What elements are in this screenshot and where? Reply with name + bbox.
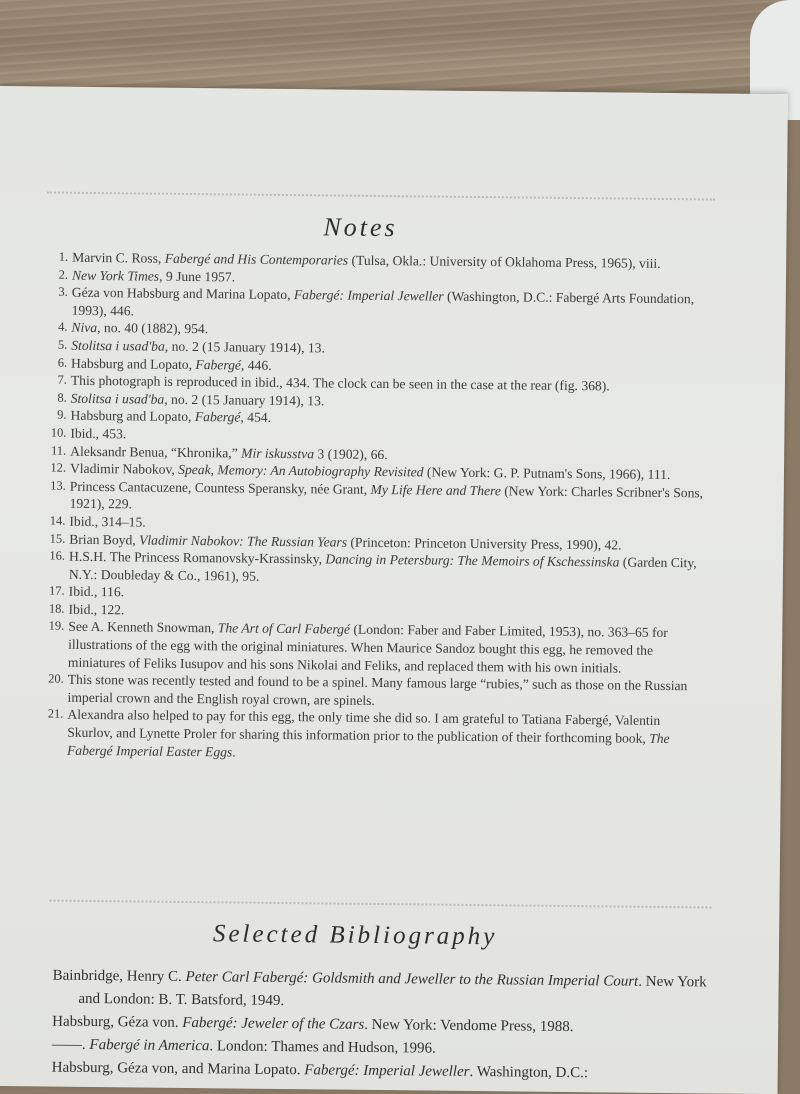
citation-text: Brian Boyd, [69, 531, 140, 547]
citation-text: Bainbridge, Henry C. [52, 967, 186, 985]
note-number: 10. [50, 425, 67, 440]
notes-heading: Notes [323, 212, 398, 243]
citation-text: (Garden City, N.Y.: Doubleday & Co., 1961), 95. [68, 554, 697, 584]
citation-text: Marvin C. Ross, [72, 249, 165, 266]
citation-text: . New York and London: B. T. Batsford, 1949. [78, 973, 707, 1010]
note-number: 3. [58, 284, 68, 299]
note-number: 9. [57, 407, 67, 423]
italic-title-text: Dancing in Petersburg: The Memoirs of Kschessinska [325, 551, 620, 570]
italic-title-text: New York Times [71, 267, 160, 284]
citation-text: Ibid., 122. [68, 601, 125, 618]
citation-text: Habsburg and Lopato, [71, 355, 196, 372]
citation-text: ——. [51, 1036, 90, 1053]
italic-title-text: Fabergé [195, 356, 242, 373]
citation-text: See A. Kenneth Snowman, [68, 619, 218, 636]
notes-list [33, 248, 706, 765]
note-number: 19. [48, 619, 65, 634]
note-number: 6. [57, 355, 68, 370]
note-number: 1. [58, 249, 69, 264]
citation-text: Habsburg, Géza von, and Marina Lopato. [51, 1059, 305, 1079]
citation-text: Princess Cantacuzene, Countess Speransky, née Grant, [69, 478, 371, 497]
citation-text: . New York: Vendome Press, 1988. [364, 1016, 574, 1036]
italic-title-text: Fabergé and His Contemporaries [164, 250, 349, 268]
citation-text: Ibid., 314–15. [69, 513, 146, 530]
note-number: 14. [49, 513, 66, 528]
citation-text: (Tulsa, Okla.: University of Oklahoma Press, 1965), viii. [348, 252, 661, 271]
citation-text: (Princeton: Princeton University Press, 1990), 42. [346, 534, 622, 553]
citation-text: (New York: G. P. Putnam's Sons, 1966), 111. [423, 464, 671, 483]
italic-title-text: Fabergé: Imperial Jeweller [293, 287, 444, 304]
note-number: 11. [50, 443, 67, 458]
citation-text: This photograph is reproduced in ibid., 434. The clock can be seen in the case at the rear (fig. 368). [70, 372, 610, 394]
note-number: 2. [58, 267, 69, 282]
citation-text: This stone was recently tested and found to be a spinel. Many famous large “rubies,” such as those on the Russian imperial crown and the English royal crown, are spinels. [67, 671, 688, 708]
italic-title-text: Speak, Memory: An Autobiography Revisited [178, 462, 424, 480]
citation-text: , no. 2 (15 January 1914), 13. [164, 338, 325, 356]
note-number: 12. [50, 460, 67, 475]
citation-text: Vladimir Nabokov, [69, 460, 179, 478]
citation-text: Alexandra also helped to pay for this egg, the only time she did so. I am grateful to Tatiana Fabergé, Valentin Skurlov, and Lynette Proler for sharing this information prior to the publication of their forthcoming book, [67, 707, 661, 746]
citation-text: . London: Thames and Hudson, 1996. [209, 1038, 436, 1057]
citation-text: . [232, 744, 236, 760]
dotted-divider-top [47, 191, 715, 200]
bibliography-list [52, 965, 713, 1087]
italic-title-text: Fabergé [194, 409, 241, 425]
note-number: 20. [48, 671, 64, 686]
italic-title-text: Peter Carl Fabergé: Goldsmith and Jeweller to the Russian Imperial Court [185, 968, 639, 990]
citation-text: Ibid., 116. [68, 584, 125, 600]
citation-text: (Washington, D.C.: Fabergé Arts Foundation, 1993), 446. [71, 288, 695, 319]
dotted-divider-middle [49, 900, 711, 909]
citation-text: Géza von Habsburg and Marina Lopato, [71, 284, 295, 303]
italic-title-text: Fabergé in America [89, 1036, 210, 1055]
italic-title-text: Stolitsa i usad'ba [71, 337, 165, 354]
citation-text: Habsburg, Géza von. [52, 1013, 183, 1031]
note-number: 4. [58, 319, 68, 335]
italic-title-text: Mir iskusstva [241, 445, 315, 461]
citation-text: Ibid., 453. [70, 425, 127, 442]
italic-title-text: Vladimir Nabokov: The Russian Years [139, 531, 348, 550]
italic-title-text: Fabergé: Jeweler of the Czars [182, 1014, 365, 1033]
note-number: 8. [57, 390, 67, 405]
citation-text: Habsburg and Lopato, [70, 408, 195, 425]
citation-text: , no. 40 (1882), 954. [97, 320, 209, 337]
italic-title-text: My Life Here and There [370, 481, 501, 498]
note-number: 16. [49, 548, 66, 563]
citation-text: Aleksandr Benua, “Khronika,” [70, 443, 242, 461]
citation-text: . Washington, D.C.: [469, 1063, 589, 1082]
italic-title-text: Niva [71, 320, 98, 336]
note-number: 5. [57, 337, 68, 352]
citation-text: , 446. [240, 357, 272, 373]
note-item [33, 706, 702, 766]
note-number: 7. [57, 372, 67, 387]
note-number: 17. [49, 583, 65, 598]
note-item [34, 618, 703, 678]
citation-text: , 454. [240, 409, 272, 426]
italic-title-text: The Fabergé Imperial Easter Eggs [66, 730, 670, 760]
note-number: 21. [47, 706, 64, 722]
note-number: 18. [48, 601, 65, 616]
book-page [0, 86, 788, 1094]
italic-title-text: The Art of Carl Fabergé [217, 620, 351, 638]
citation-text: (New York: Charles Scribner's Sons, 1921), 229. [69, 482, 704, 512]
citation-text: , 9 June 1957. [159, 268, 236, 285]
bibliography-entry [52, 965, 712, 1018]
citation-text: (London: Faber and Faber Limited, 1953), no. 363–65 for illustrations of the egg with the original miniatures. When Maurice Sandoz bought this egg, he removed the miniatures of Feliks Iusupov and his sons Nikolai and Feliks, and replaced them with his own initials. [67, 622, 668, 676]
citation-text: 3 (1902), 66. [313, 445, 388, 462]
note-number: 13. [50, 478, 66, 493]
note-number: 15. [49, 531, 66, 546]
bibliography-heading: Selected Bibliography [212, 920, 498, 951]
italic-title-text: Stolitsa i usad'ba [70, 390, 165, 407]
citation-text: H.S.H. The Princess Romanovsky-Krassinsky, [68, 548, 326, 567]
italic-title-text: Fabergé: Imperial Jeweller [304, 1062, 470, 1080]
citation-text: , no. 2 (15 January 1914), 13. [164, 391, 325, 409]
